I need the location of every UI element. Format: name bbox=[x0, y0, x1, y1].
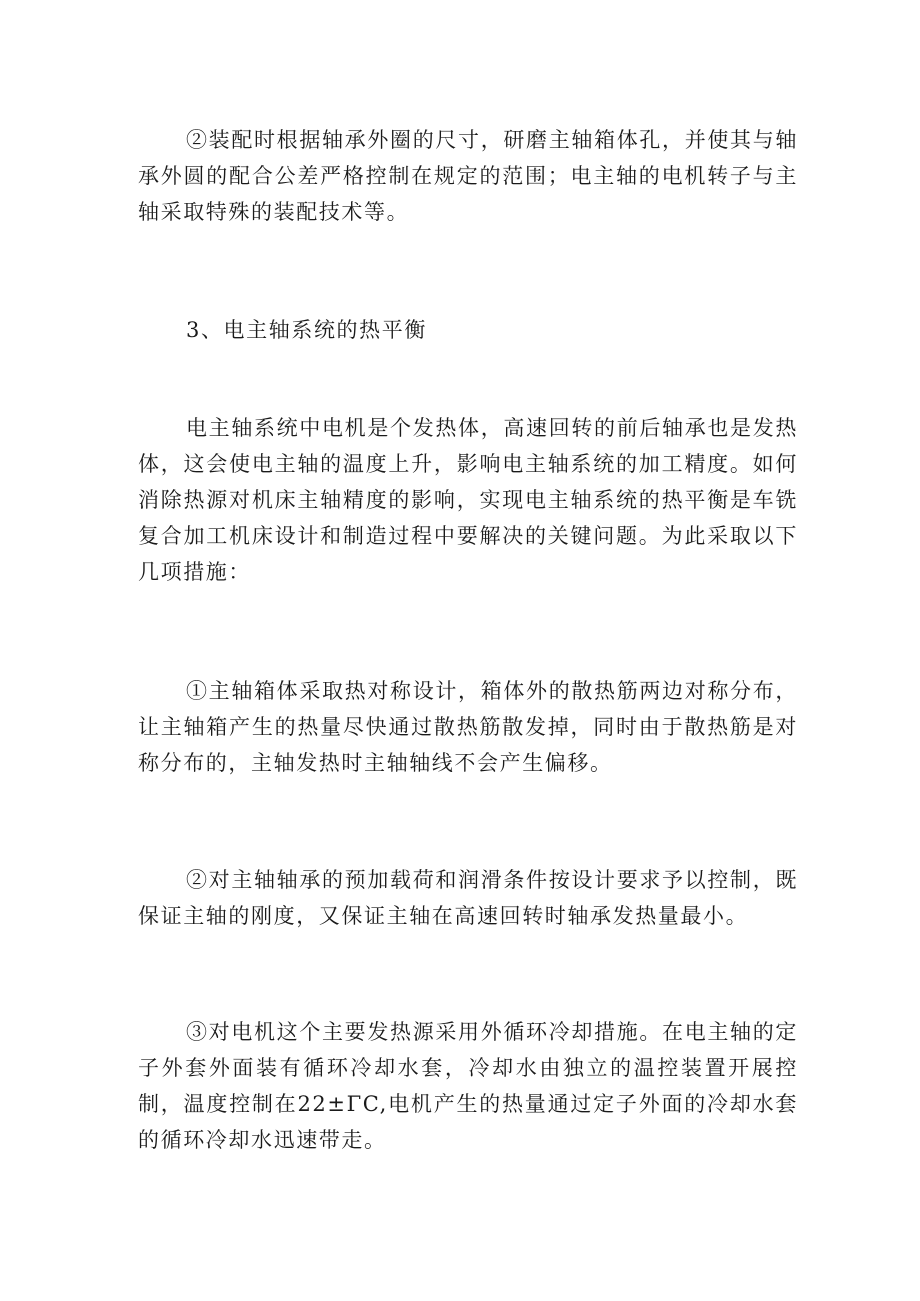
paragraph-thermal-intro: 电主轴系统中电机是个发热体，高速回转的前后轴承也是发热体，这会使电主轴的温度上升，影响电主轴系统的加工精度。如何消除热源对机床主轴精度的影响，实现电主轴系统的热平衡是车铣复合加工机床设计和制造过程中要解决的关键问题。为此采取以下几项措施： bbox=[138, 416, 798, 584]
paragraph-measure-3: ③对电机这个主要发热源采用外循环冷却措施。在电主轴的定子外套外面装有循环冷却水套，冷却水由独立的温控装置开展控制，温度控制在22±ΓC,电机产生的热量通过定子外面的冷却水套的循环冷却水迅速带走。 bbox=[138, 1020, 798, 1152]
section-heading: 3、电主轴系统的热平衡 bbox=[186, 318, 427, 342]
paragraph-measure-2: ②对主轴轴承的预加载荷和润滑条件按设计要求予以控制，既保证主轴的刚度，又保证主轴在高速回转时轴承发热量最小。 bbox=[138, 868, 798, 928]
paragraph-assembly-technique: ②装配时根据轴承外圈的尺寸，研磨主轴箱体孔，并使其与轴承外圆的配合公差严格控制在规定的范围；电主轴的电机转子与主轴采取特殊的装配技术等。 bbox=[138, 128, 798, 224]
paragraph-measure-1: ①主轴箱体采取热对称设计，箱体外的散热筋两边对称分布，让主轴箱产生的热量尽快通过散热筋散发掉，同时由于散热筋是对称分布的，主轴发热时主轴轴线不会产生偏移。 bbox=[138, 679, 798, 775]
